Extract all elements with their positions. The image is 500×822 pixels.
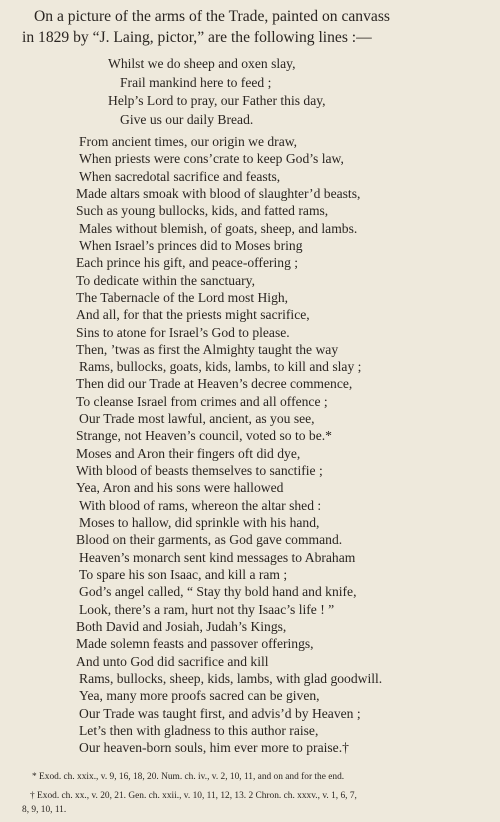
- verse-line: Look, there’s a ram, hurt not thy Isaac’s life ! ”: [79, 601, 335, 617]
- verse-line: Then, ’twas as first the Almighty taught the way: [76, 341, 339, 357]
- verse-line: Whilst we do sheep and oxen slay,: [108, 56, 296, 71]
- verse-line: Made solemn feasts and passover offerings,: [76, 636, 314, 652]
- verse-line: Then did our Trade at Heaven’s decree commence,: [76, 376, 353, 392]
- footnote-dagger-line-1: † Exod. ch. xx., v. 20, 21. Gen. ch. xxii., v. 10, 11, 12, 13. 2 Chron. ch. xxxv., v. 1, 6, 7,: [30, 791, 357, 801]
- verse-line: Frail mankind here to feed ;: [120, 74, 272, 90]
- verse-line: Help’s Lord to pray, our Father this day,: [108, 93, 326, 108]
- verse-line: To spare his son Isaac, and kill a ram ;: [79, 567, 288, 582]
- verse-line: Let’s then with gladness to this author raise,: [79, 722, 319, 738]
- intro-line-1: On a picture of the arms of the Trade, painted on canvass: [34, 8, 390, 25]
- verse-line: Rams, bullocks, sheep, kids, lambs, with glad goodwill.: [79, 670, 383, 686]
- verse-line: Sins to atone for Israel’s God to please.: [76, 324, 290, 340]
- verse-line: The Tabernacle of the Lord most High,: [76, 289, 289, 305]
- verse-line: And unto God did sacrifice and kill: [76, 653, 269, 669]
- verse-line: Both David and Josiah, Judah’s Kings,: [76, 618, 287, 634]
- verse-line: With blood of beasts themselves to sanctifie ;: [76, 463, 323, 479]
- verse-line: Heaven’s monarch sent kind messages to Abraham: [79, 549, 356, 565]
- verse-line: Our heaven-born souls, him ever more to praise.†: [79, 740, 349, 756]
- verse-line: With blood of rams, whereon the altar shed :: [79, 497, 322, 513]
- verse-line: And all, for that the priests might sacrifice,: [76, 307, 310, 323]
- verse-line: Yea, many more proofs sacred can be given,: [79, 688, 320, 704]
- verse-line: Blood on their garments, as God gave command.: [76, 532, 343, 548]
- verse-line: When Israel’s princes did to Moses bring: [79, 237, 303, 253]
- verse-line: When priests were cons’crate to keep God’s law,: [79, 151, 344, 167]
- verse-line: Our Trade most lawful, ancient, as you see,: [79, 411, 315, 427]
- intro-paragraph: [22, 6, 494, 48]
- verse-line: To dedicate within the sanctuary,: [76, 272, 255, 288]
- verse-line: Strange, not Heaven’s council, voted so to be.*: [76, 428, 332, 444]
- verse-line: God’s angel called, “ Stay thy bold hand and knife,: [79, 584, 357, 600]
- verse-line: Moses to hallow, did sprinkle with his hand,: [79, 515, 320, 531]
- verse-line: Made altars smoak with blood of slaughter’d beasts,: [76, 185, 361, 201]
- verse-line: Yea, Aron and his sons were hallowed: [76, 480, 284, 496]
- verse-line: Give us our daily Bread.: [120, 111, 254, 127]
- verse-line: Moses and Aron their fingers oft did dye,: [76, 445, 301, 461]
- verse-line: When sacredotal sacrifice and feasts,: [79, 168, 281, 184]
- verse-line: Rams, bullocks, goats, kids, lambs, to kill and slay ;: [79, 359, 362, 375]
- verse-line: Males without blemish, of goats, sheep, and lambs.: [79, 220, 358, 236]
- footnote-star: * Exod. ch. xxix., v. 9, 16, 18, 20. Num. ch. iv., v. 2, 10, 11, and on and for the end.: [32, 772, 345, 782]
- intro-line-2: in 1829 by “J. Laing, pictor,” are the following lines :—: [22, 29, 372, 46]
- verse-line: Such as young bullocks, kids, and fatted rams,: [76, 203, 329, 219]
- footnote-dagger-line-2: 8, 9, 10, 11.: [22, 805, 67, 815]
- verse-line: Each prince his gift, and peace-offering ;: [76, 255, 299, 271]
- verse-line: Our Trade was taught first, and advis’d by Heaven ;: [79, 705, 361, 721]
- verse-line: From ancient times, our origin we draw,: [79, 134, 298, 149]
- verse-line: To cleanse Israel from crimes and all offence ;: [76, 393, 328, 409]
